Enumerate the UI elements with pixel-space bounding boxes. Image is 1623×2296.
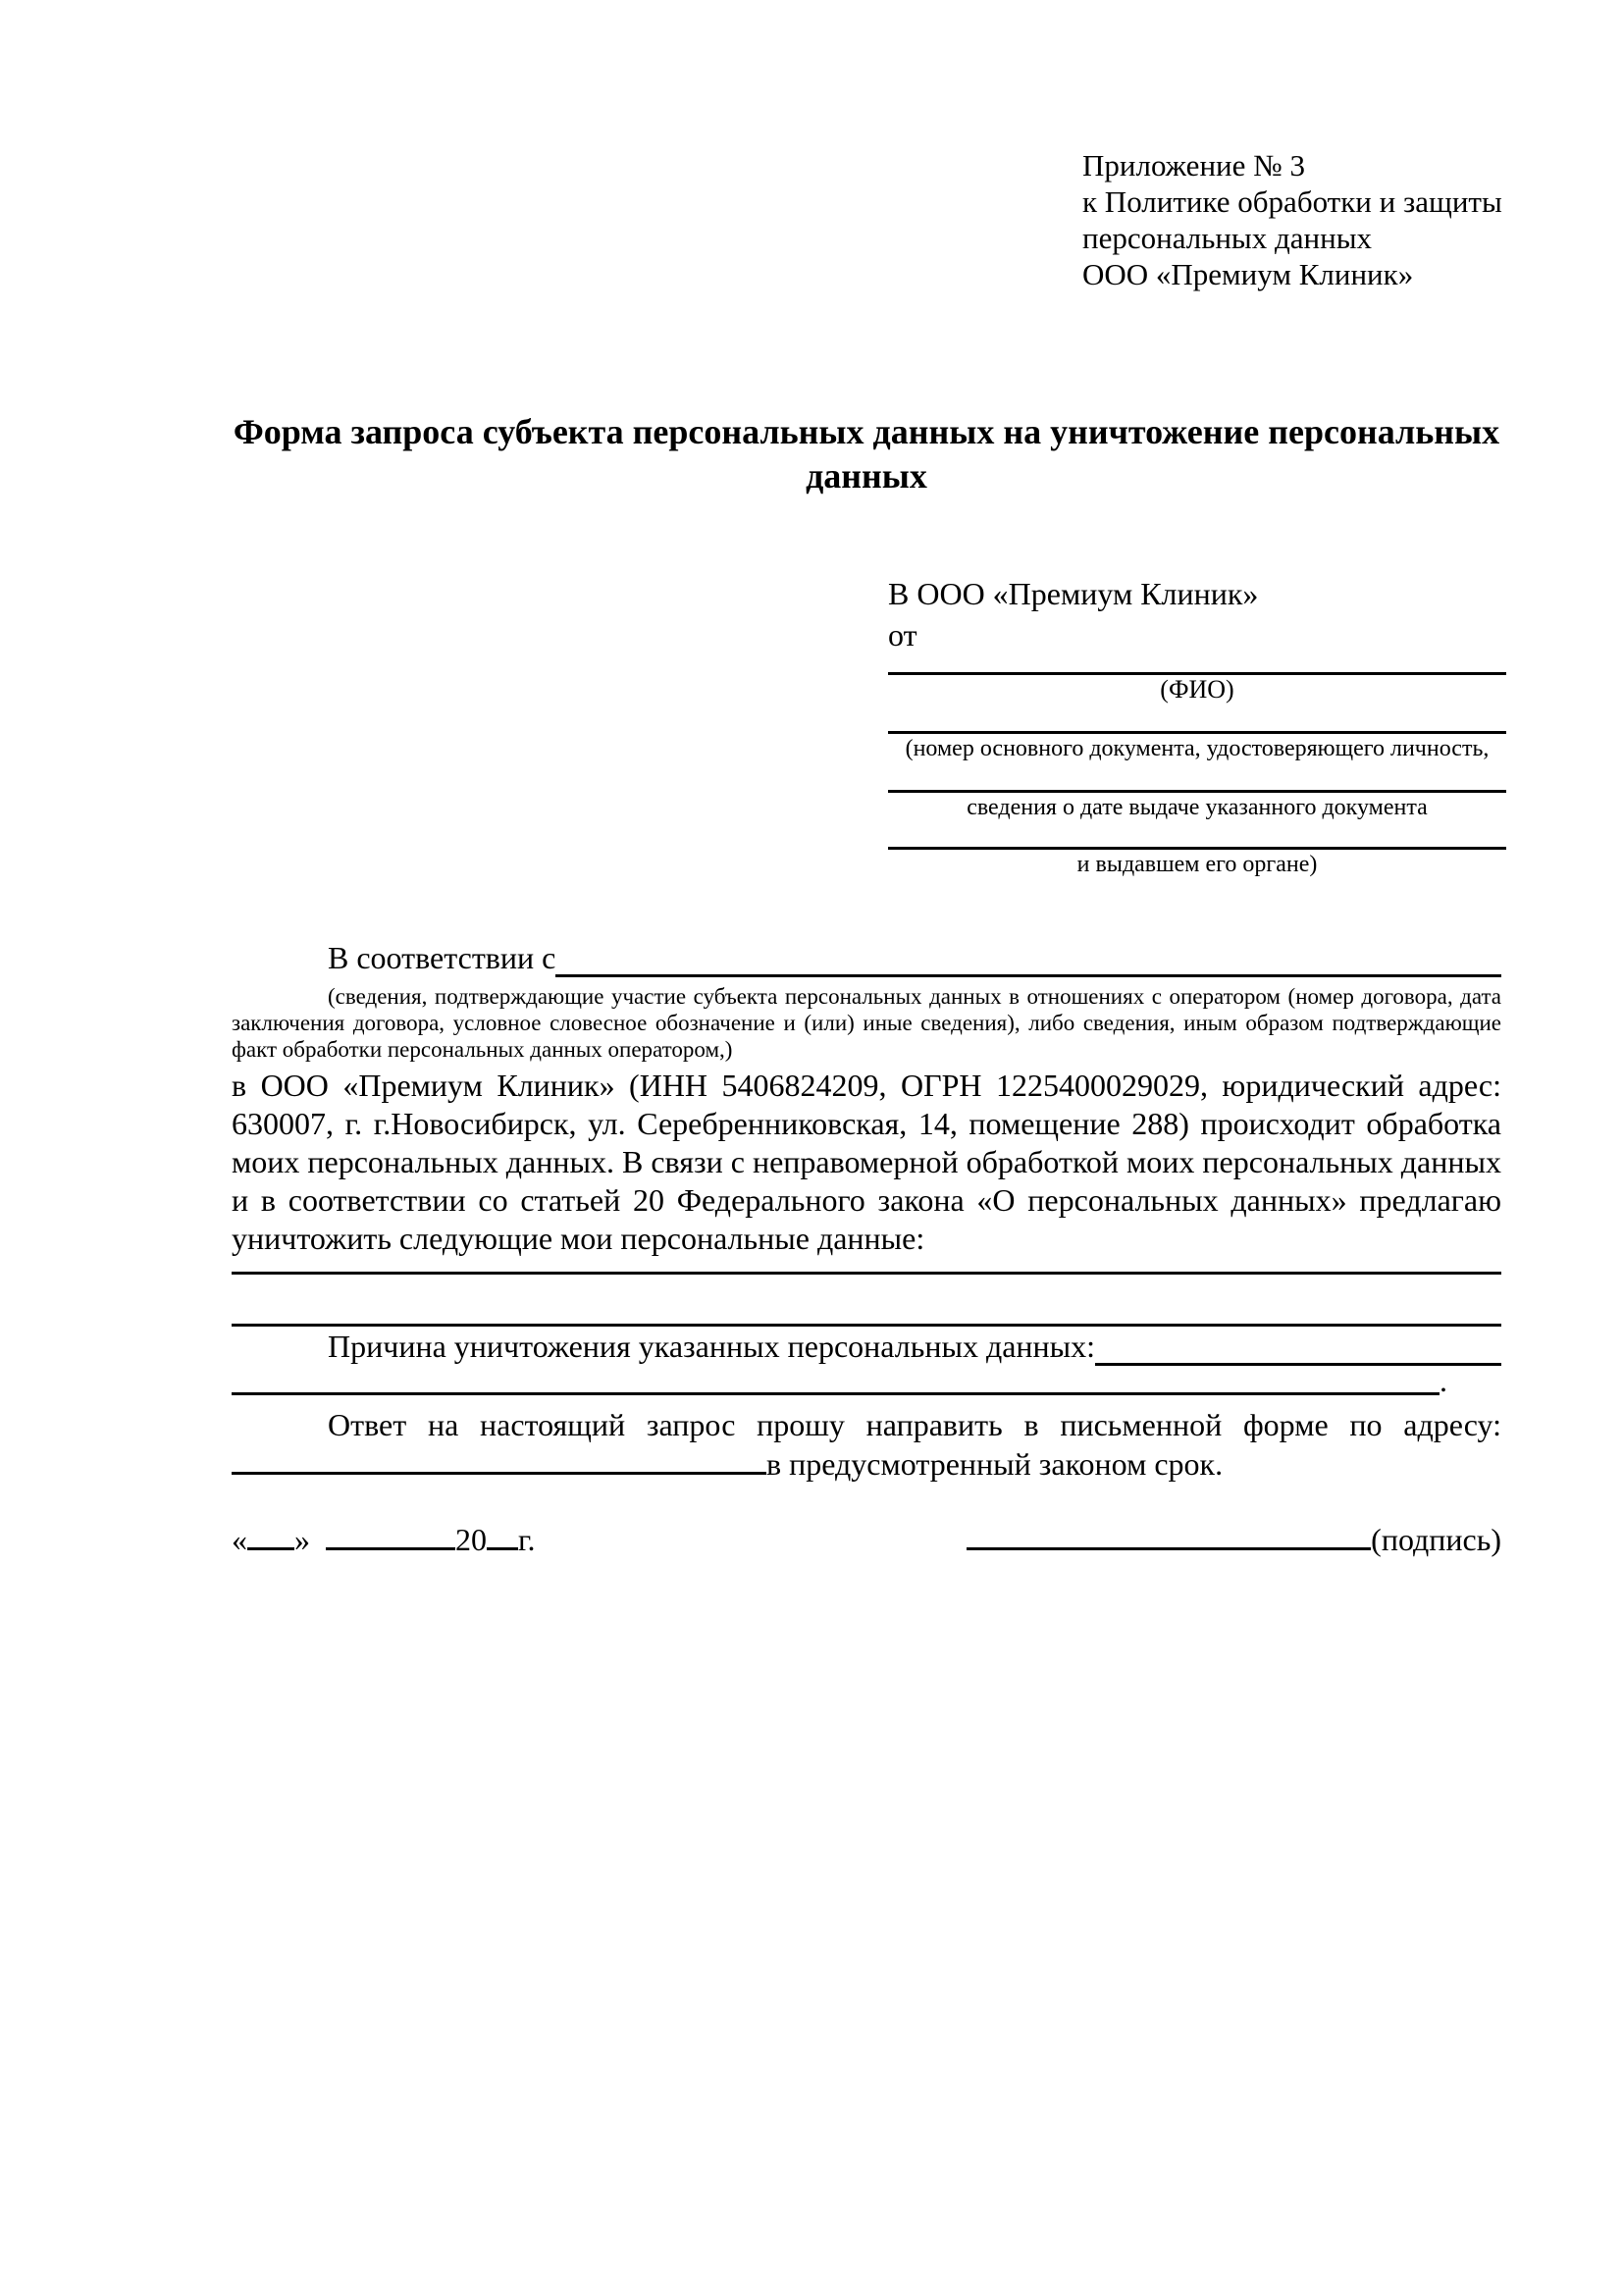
recipient-to: В ООО «Премиум Клиник» xyxy=(888,576,1259,611)
doc-issuer-blank-line xyxy=(888,822,1506,850)
personal-data-blank-line-2 xyxy=(232,1275,1501,1327)
recipient-block xyxy=(888,573,1506,879)
signature-caption: (подпись) xyxy=(1371,1522,1501,1557)
answer-suffix: в предусмотренный законом срок. xyxy=(766,1446,1224,1482)
recipient-from-label: от xyxy=(888,617,917,652)
appendix-header-line-4: ООО «Премиум Клиник» xyxy=(1082,257,1414,291)
accordance-caption: (сведения, подтверждающие участие субъекта персональных данных в отношениях с оператором (номер договора, дата заключения договора, условное словесное обозначение и (или) иные сведения), либо сведения, иным образом подтверждающие факт обработки персональных данных оператором,) xyxy=(232,984,1501,1062)
appendix-header-line-2: к Политике обработки и защиты xyxy=(1082,184,1502,219)
accordance-label: В соответствии с xyxy=(328,940,556,975)
date-year-suffix: г. xyxy=(518,1522,536,1557)
appendix-header-line-3: персональных данных xyxy=(1082,221,1373,255)
document-body xyxy=(232,938,1501,1484)
reason-blank-line xyxy=(1095,1327,1501,1366)
date-day-blank xyxy=(247,1547,294,1550)
date-quote-close: » xyxy=(294,1522,310,1557)
accordance-blank-line xyxy=(555,938,1501,977)
date-field xyxy=(232,1519,536,1560)
accordance-row xyxy=(232,938,1501,977)
signature-blank-line xyxy=(967,1547,1371,1550)
fio-caption: (ФИО) xyxy=(1160,675,1234,704)
answer-paragraph: Ответ на настоящий запрос прошу направить в письменной форме по адресу: xyxy=(328,1407,1501,1442)
address-blank-line xyxy=(232,1472,766,1475)
personal-data-blank-line-1 xyxy=(232,1258,1501,1275)
appendix-header xyxy=(1082,147,1502,292)
doc-issuer-caption: и выдавшем его органе) xyxy=(1076,852,1318,877)
date-signature-row xyxy=(232,1519,1501,1560)
reason-row xyxy=(232,1327,1501,1366)
date-quote-open: « xyxy=(232,1522,247,1557)
reason-blank-line-2 xyxy=(232,1392,1440,1395)
date-year-prefix: 20 xyxy=(455,1522,487,1557)
document-title: Форма запроса субъекта персональных данных на уничтожение персональных данных xyxy=(233,412,1500,496)
reason-period: . xyxy=(1440,1363,1447,1398)
main-paragraph: в ООО «Премиум Клиник» (ИНН 5406824209, ОГРН 1225400029029, юридический адрес: 630007, г. г.Новосибирск, ул. Серебренниковская, 14, помещение 288) происходит обработка моих персональных данных. В связи с неправомерной обработкой моих персональных данных и в соответствии со статьей 20 Федерального закона «О персональных данных» предлагаю уничтожить следующие мои персональные данные: xyxy=(232,1068,1501,1256)
reason-label: Причина уничтожения указанных персональных данных: xyxy=(328,1329,1096,1364)
answer-address-row xyxy=(232,1444,1501,1484)
doc-issue-date-blank-line xyxy=(888,763,1506,793)
doc-number-caption: (номер основного документа, удостоверяющего личность, xyxy=(905,736,1490,761)
doc-issue-date-caption: сведения о дате выдаче указанного документа xyxy=(967,795,1428,820)
appendix-header-line-1: Приложение № 3 xyxy=(1082,148,1305,183)
reason-continuation-row xyxy=(232,1363,1501,1398)
date-year-blank xyxy=(487,1547,518,1550)
fio-blank-line xyxy=(888,655,1506,675)
date-month-blank xyxy=(326,1547,455,1550)
signature-field xyxy=(967,1519,1501,1560)
doc-number-blank-line xyxy=(888,704,1506,734)
